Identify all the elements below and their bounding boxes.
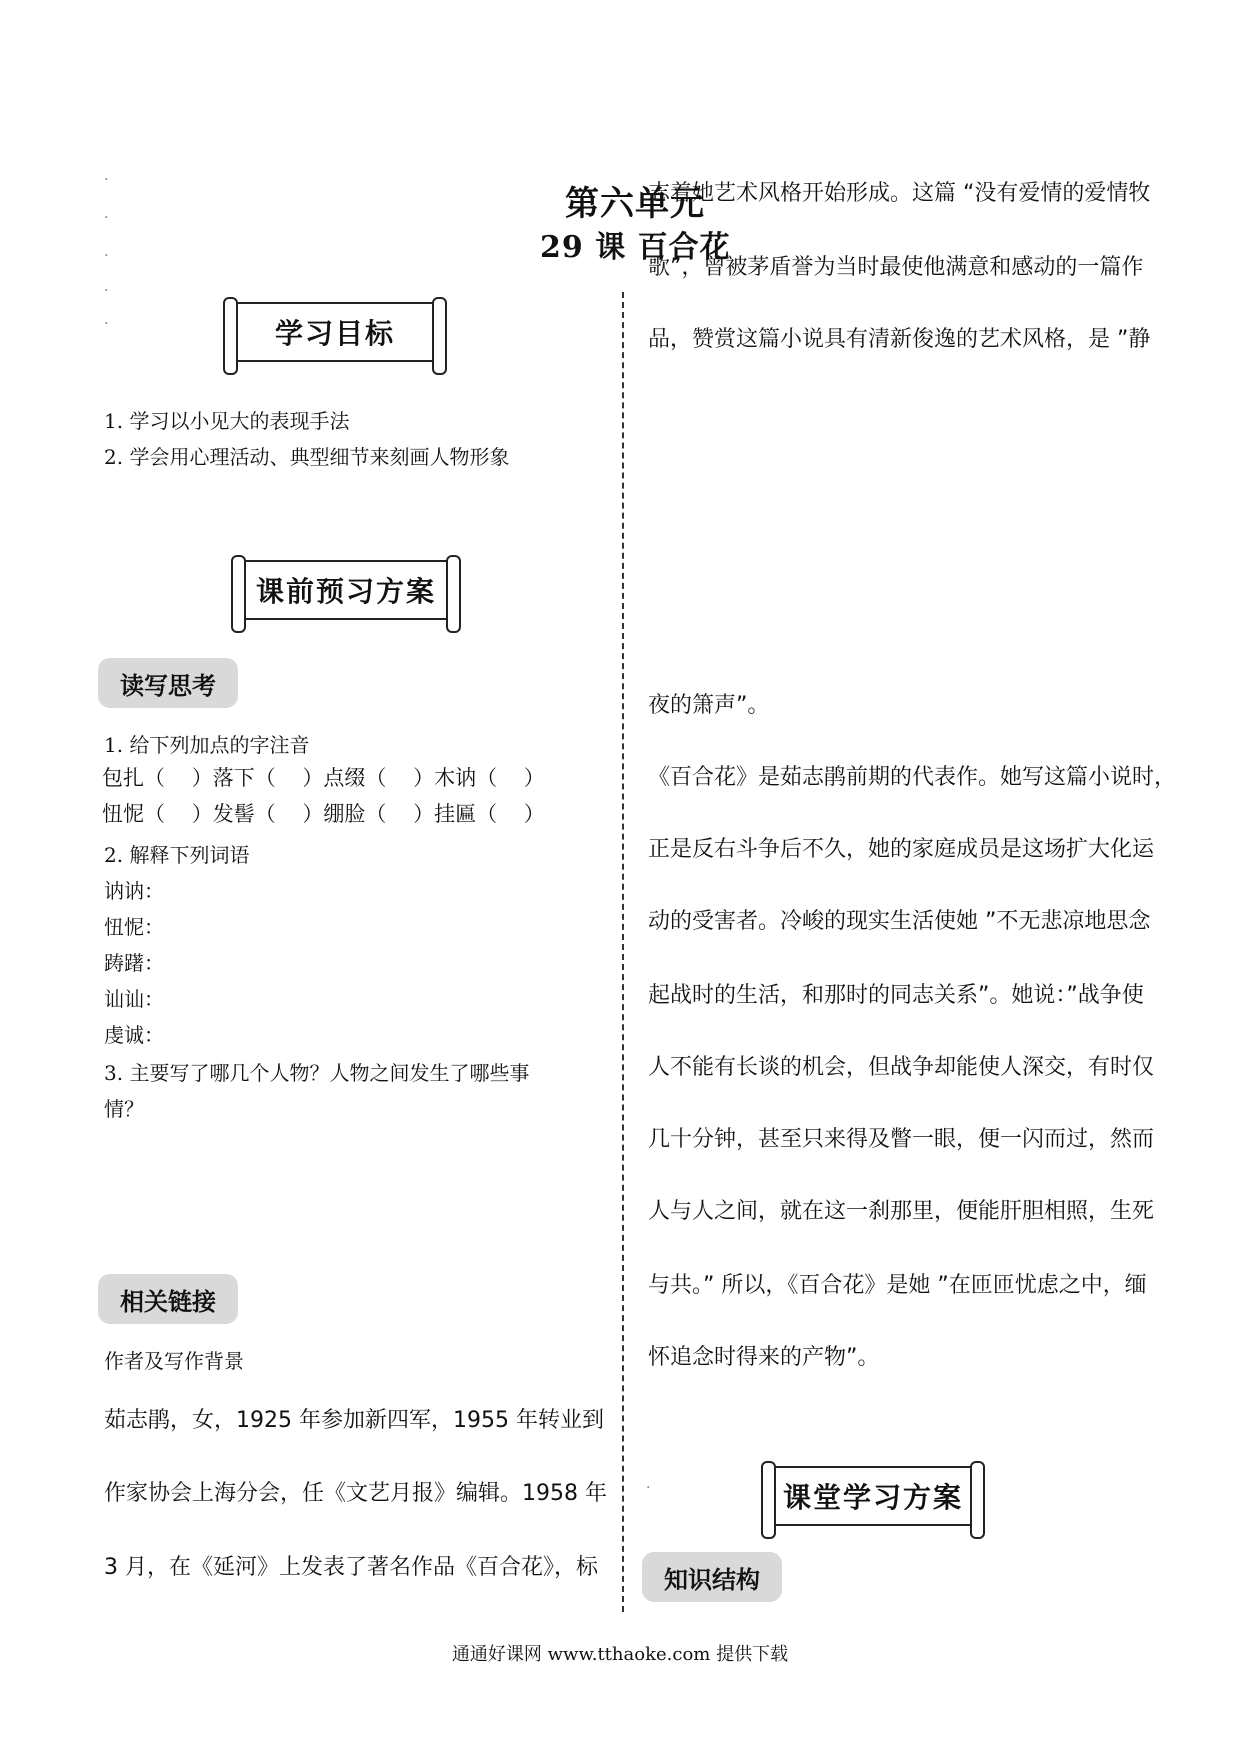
right-line-10: 几十分钟，甚至只来得及瞥一眼，便一闪而过，然而 xyxy=(648,1127,1155,1152)
word-3: 踌躇： xyxy=(104,951,164,975)
column-divider xyxy=(622,292,624,1612)
right-line-3: 品，赞赏这篇小说具有清新俊逸的艺术风格，是 ”静 xyxy=(648,327,1151,352)
margin-dot: · xyxy=(104,283,109,299)
objectives-scroll-label: 学习目标 xyxy=(274,317,395,350)
page-footer: 通通好课网 www.tthaoke.com 提供下载 xyxy=(451,1644,789,1665)
margin-dot: · xyxy=(104,210,109,226)
links-line-3: 3 月，在《延河》上发表了著名作品《百合花》，标 xyxy=(104,1555,598,1580)
objective-1: 1. 学习以小见大的表现手法 xyxy=(104,409,350,433)
word-1: 讷讷： xyxy=(104,879,164,903)
question-3: 3. 主要写了哪几个人物？人物之间发生了哪些事 xyxy=(104,1061,530,1085)
structure-tag: 知识结构 xyxy=(642,1552,782,1602)
read-think-tag: 读写思考 xyxy=(98,658,238,708)
margin-dot: · xyxy=(104,248,109,264)
right-line-9: 人不能有长谈的机会，但战争却能使人深交，有时仅 xyxy=(648,1055,1155,1080)
objectives-scroll xyxy=(230,302,440,362)
right-line-12: 与共。” 所以，《百合花》是她 ”在匝匝忧虑之中，缅 xyxy=(648,1273,1147,1298)
right-line-2: 歌”，曾被茅盾誉为当时最使他满意和感动的一篇作 xyxy=(648,255,1144,280)
pinyin-row-1: 包扎（ ）落下（ ）点缀（ ）木讷（ ） xyxy=(102,766,545,790)
pinyin-row-2: 忸怩（ ）发髻（ ）绷脸（ ）挂匾（ ） xyxy=(102,802,545,826)
right-line-8: 起战时的生活，和那时的同志关系”。她说：”战争使 xyxy=(648,983,1144,1008)
objective-2: 2. 学会用心理活动、典型细节来刻画人物形象 xyxy=(104,445,510,469)
links-tag: 相关链接 xyxy=(98,1274,238,1324)
question-3-cont: 情？ xyxy=(104,1097,144,1121)
unit-title: 第六单元 xyxy=(565,184,705,224)
question-1: 1. 给下列加点的字注音 xyxy=(104,733,310,757)
right-line-4: 夜的箫声”。 xyxy=(648,693,770,718)
right-line-13: 怀追念时得来的产物”。 xyxy=(648,1345,880,1370)
classroom-scroll-label: 课堂学习方案 xyxy=(782,1481,963,1514)
classroom-scroll xyxy=(768,1466,978,1526)
preview-scroll xyxy=(238,560,454,620)
right-line-5: 《百合花》是茹志鹃前期的代表作。她写这篇小说时， xyxy=(648,765,1177,790)
margin-dot: · xyxy=(646,1480,651,1496)
lesson-title: 29 课 百合花 xyxy=(540,230,731,265)
right-line-11: 人与人之间，就在这一刹那里，便能肝胆相照，生死 xyxy=(648,1199,1155,1224)
right-line-1: 志着她艺术风格开始形成。这篇 “没有爱情的爱情牧 xyxy=(648,181,1151,206)
margin-dot: · xyxy=(104,172,109,188)
right-line-6: 正是反右斗争后不久，她的家庭成员是这场扩大化运 xyxy=(648,837,1155,862)
links-line-2: 作家协会上海分会，任《文艺月报》编辑。1958 年 xyxy=(104,1481,607,1506)
word-5: 虔诚： xyxy=(104,1023,164,1047)
margin-dot: · xyxy=(104,316,109,332)
links-subtitle: 作者及写作背景 xyxy=(104,1349,244,1373)
preview-scroll-label: 课前预习方案 xyxy=(255,575,436,608)
right-line-7: 动的受害者。冷峻的现实生活使她 ”不无悲凉地思念 xyxy=(648,909,1151,934)
links-line-1: 茹志鹃，女，1925 年参加新四军，1955 年转业到 xyxy=(104,1408,604,1433)
word-4: 讪讪： xyxy=(104,987,164,1011)
word-2: 忸怩： xyxy=(104,915,164,939)
question-2: 2. 解释下列词语 xyxy=(104,843,250,867)
